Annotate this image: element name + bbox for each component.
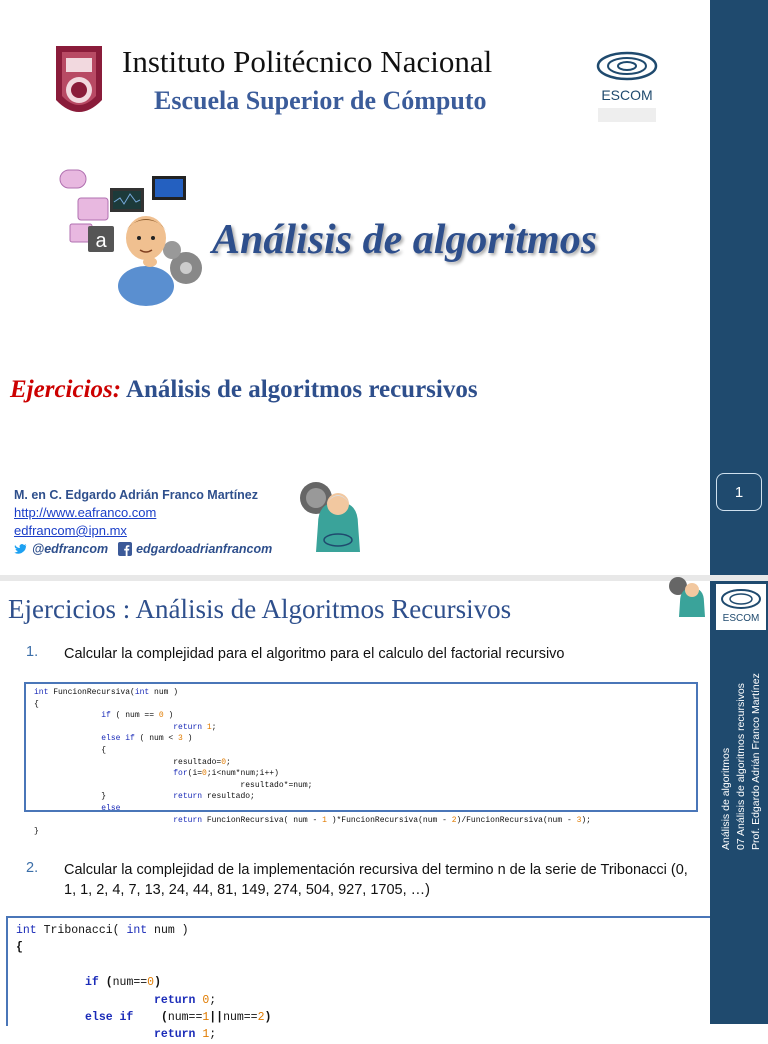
code-line: int FuncionRecursiva(int num ) (34, 688, 179, 697)
school-name: Escuela Superior de Cómputo (154, 86, 487, 115)
ipn-logo-icon (50, 42, 108, 124)
escom-small-label: ESCOM (722, 613, 760, 624)
code-line: else if (num==1||num==2) (85, 1011, 272, 1025)
website-link[interactable]: http://www.eafranco.com (14, 505, 157, 520)
code-line: if ( num == 0 ) (101, 711, 174, 721)
slide-subtitle (10, 376, 478, 404)
subtitle-label: Ejercicios: (10, 376, 122, 403)
code-line: resultado*=num; (34, 780, 313, 790)
code-line: { (34, 699, 39, 709)
sidebar-course-name: Análisis de algoritmos (720, 747, 732, 850)
social-links (14, 540, 272, 558)
code-block-2 (6, 916, 710, 1042)
escom-logo-icon (594, 44, 660, 126)
slide-2-avatar-icon (668, 576, 710, 618)
code-line: return 1; (173, 722, 217, 732)
author-name: M. en C. Edgardo Adrián Franco Martínez (14, 488, 259, 502)
exercise-2-text: Calcular la complejidad de la implementación recursiva del termino n de la serie de Tribonacci (0, 1, 1, 2, 4, 7, 13, 24, 44, 81, 149, 274, 504, 927, 1705, …) (64, 862, 688, 898)
escom-logo-label: ESCOM (601, 87, 653, 103)
code-line: } (34, 827, 39, 837)
escom-small-logo-icon (716, 584, 766, 630)
subtitle-text: Análisis de algoritmos recursivos (125, 376, 478, 403)
sidebar-professor: Prof. Edgardo Adrián Franco Martínez (750, 673, 762, 850)
code-line: resultado=0; (34, 757, 231, 767)
code-line: return 0; (154, 993, 217, 1007)
code-line: } return resultado; (34, 792, 255, 802)
facebook-handle[interactable]: edgardoadrianfrancom (136, 542, 273, 556)
code-block-1 (24, 682, 698, 837)
sidebar-topic: 07 Análisis de algoritmos recursivos (735, 683, 747, 850)
code-line: if (num==0) (85, 976, 161, 990)
code-line: return 1; (154, 1028, 217, 1042)
code-line: for(i=0;i<num*num;i++) (173, 769, 279, 779)
twitter-handle[interactable]: @edfrancom (32, 542, 109, 556)
slide-2-title: Ejercicios : Análisis de Algoritmos Recursivos (8, 594, 512, 624)
code-line: else (101, 803, 121, 813)
institution-name: Instituto Politécnico Nacional (122, 44, 493, 79)
code-line: else if ( num < 3 ) (101, 734, 193, 744)
code-line: { (34, 745, 107, 755)
exercise-1-text: Calcular la complejidad para el algoritmo para el calculo del factorial recursivo (64, 646, 565, 662)
email-link[interactable]: edfrancom@ipn.mx (14, 523, 127, 538)
code-line: { (16, 941, 23, 955)
exercise-2-number: 2. (26, 860, 39, 876)
code-line: int Tribonacci( int num ) (16, 924, 189, 937)
sidebar-vertical-caption (714, 652, 766, 852)
code-line (16, 957, 702, 974)
code-line: return FuncionRecursiva( num - 1 )*FuncionRecursiva(num - 2)/FuncionRecursiva(num - 3); (173, 815, 591, 825)
facebook-icon (118, 542, 132, 556)
author-block (14, 486, 272, 558)
exercise-1-number: 1. (26, 644, 39, 660)
page-number: 1 (716, 473, 762, 511)
twitter-icon (14, 543, 28, 555)
presentation-title: Análisis de algoritmos (212, 217, 598, 263)
svg-text:a: a (95, 230, 107, 252)
thinking-person-illustration (54, 162, 208, 307)
author-avatar-icon (298, 480, 368, 554)
